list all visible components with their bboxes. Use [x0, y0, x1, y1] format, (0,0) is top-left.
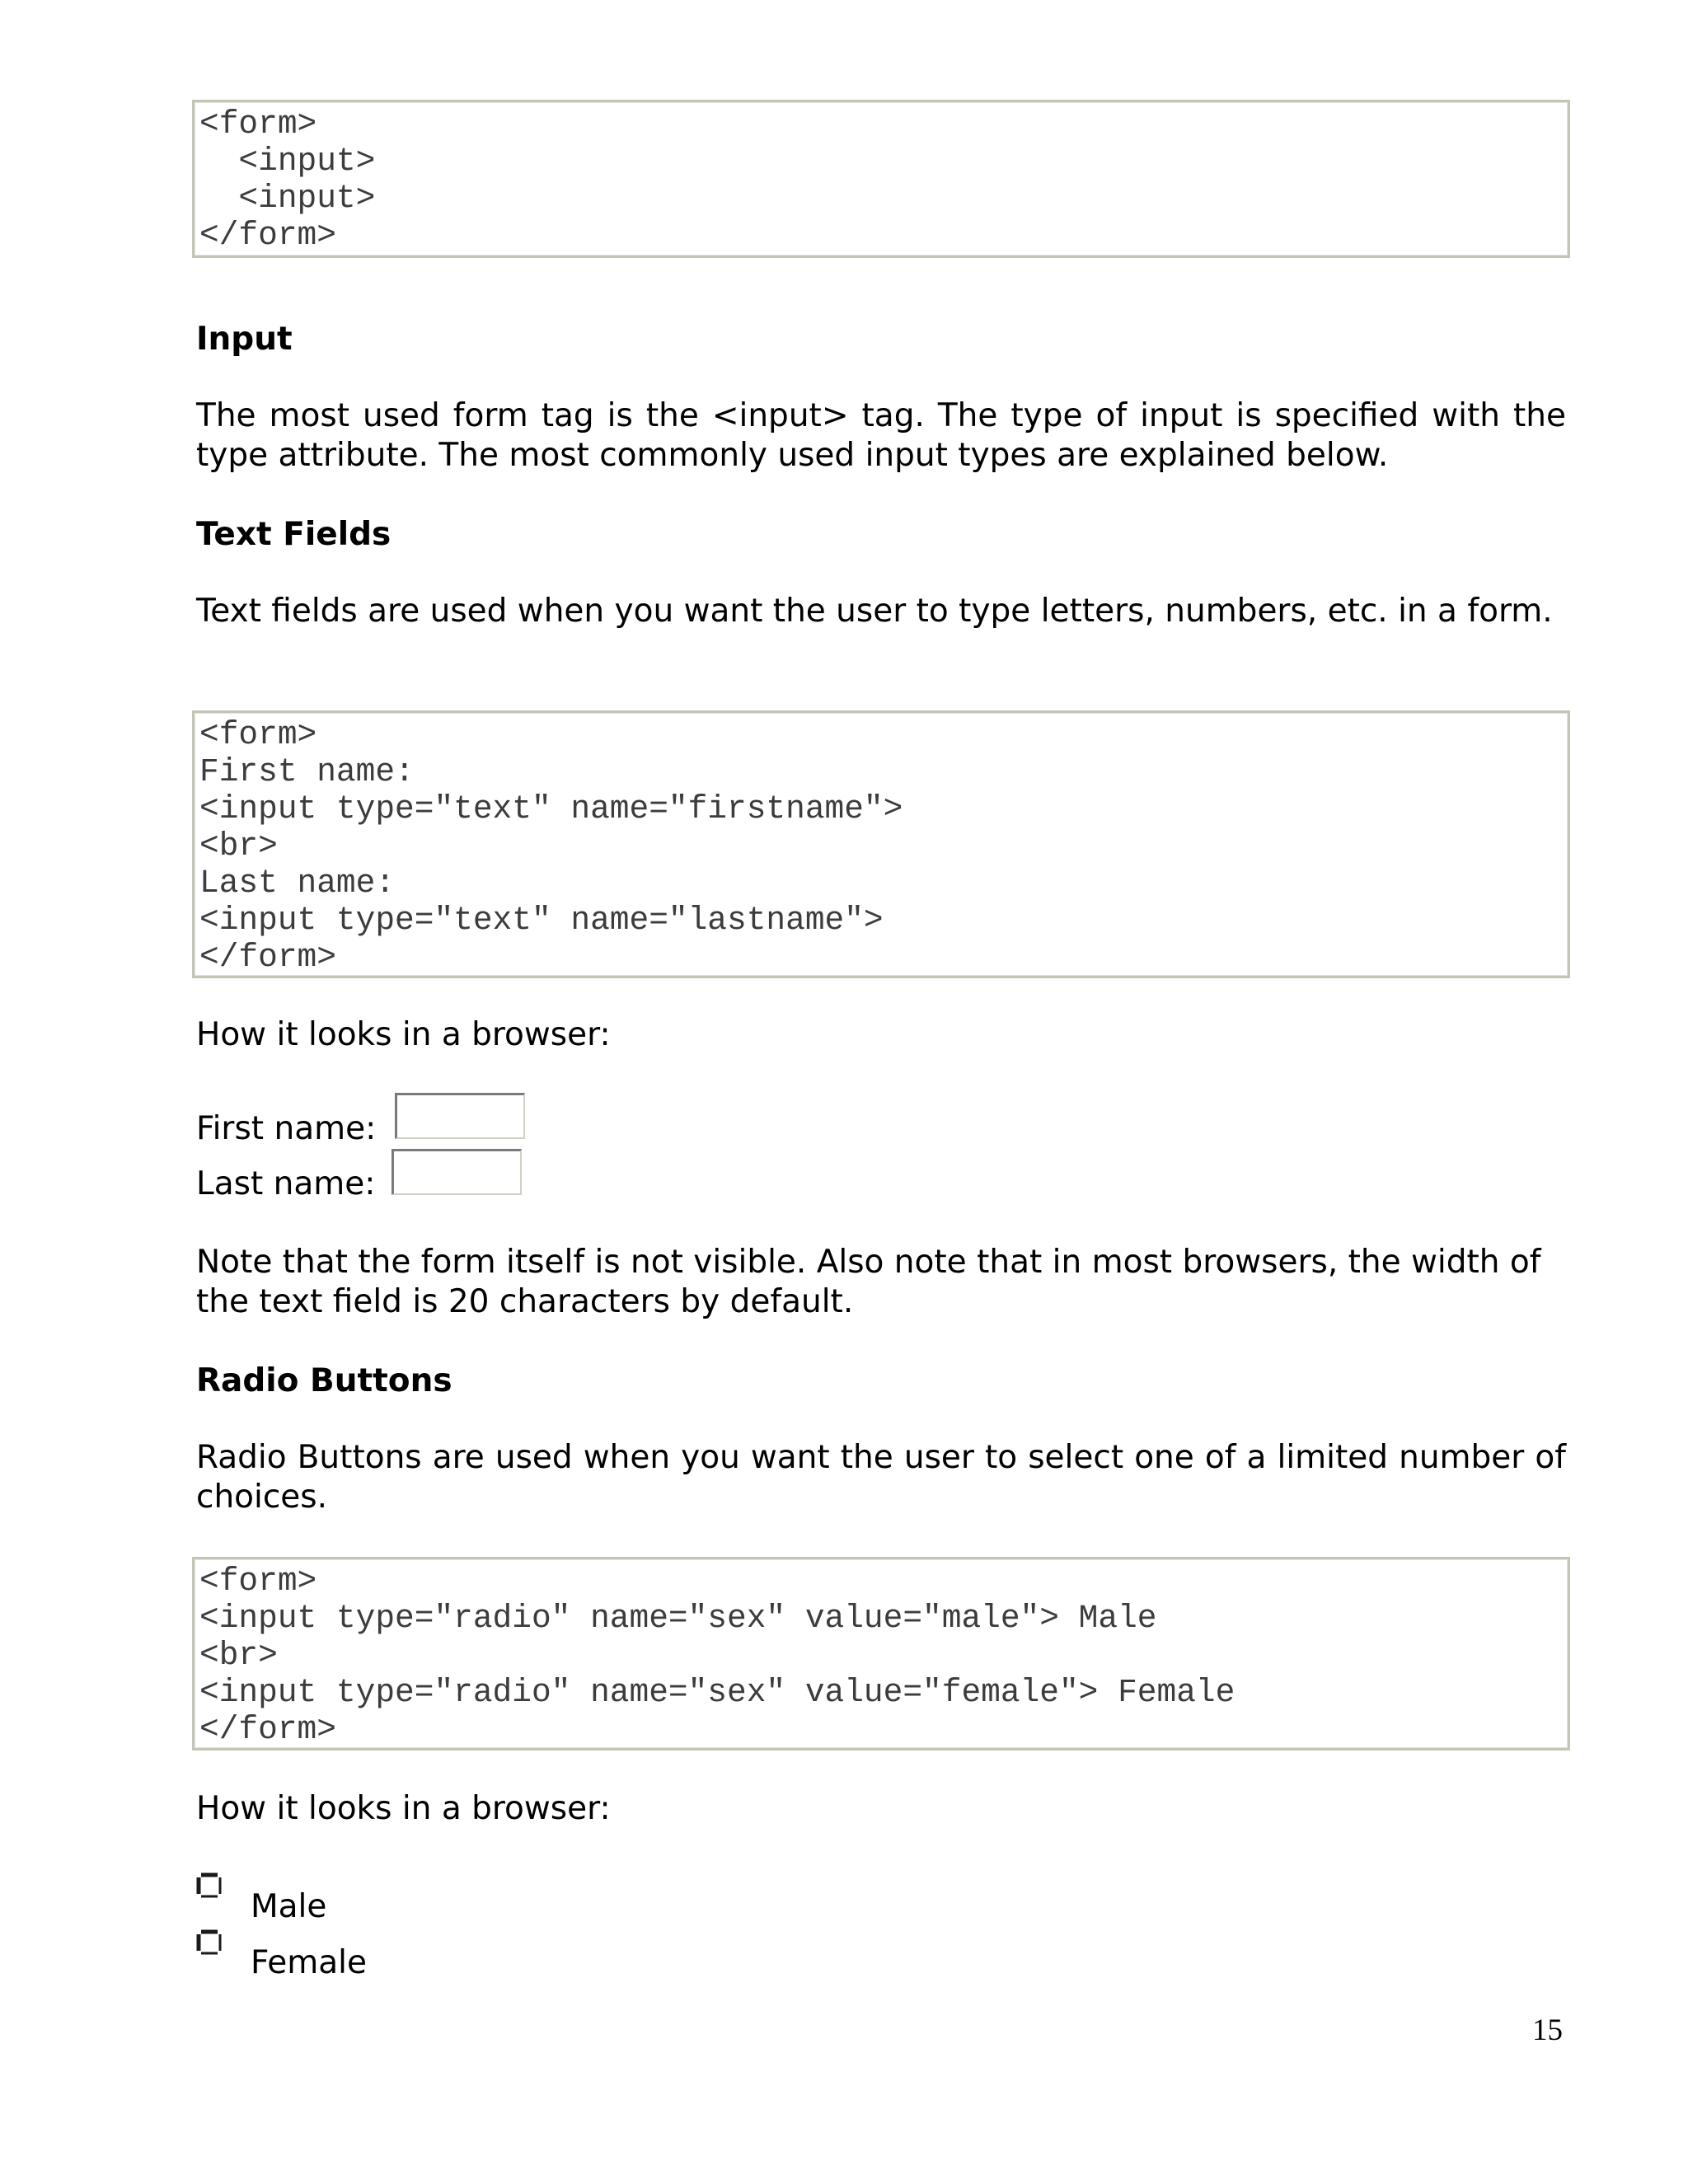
code-line: <input type="text" name="firstname">: [199, 790, 903, 827]
first-name-field[interactable]: [395, 1093, 525, 1139]
code-line: </form>: [199, 1711, 336, 1748]
heading-text-fields: Text Fields: [196, 516, 392, 553]
code-line: </form>: [199, 939, 336, 976]
code-line: <input type="radio" name="sex" value="male"> Male: [199, 1600, 1157, 1637]
last-name-field[interactable]: [392, 1149, 522, 1195]
radio-label-female: Female: [251, 1944, 368, 1981]
code-block-form-skeleton: [192, 100, 1570, 258]
paragraph-radio-buttons: Radio Buttons are used when you want the user to select one of a limited number of choices.: [196, 1439, 1566, 1516]
code-line: First name:: [199, 753, 415, 790]
code-line: <br>: [199, 1637, 278, 1674]
code-line: </form>: [199, 217, 336, 254]
heading-input: Input: [196, 321, 293, 358]
radio-label-male: Male: [251, 1888, 327, 1925]
code-line: <input>: [199, 143, 376, 180]
heading-radio-buttons: Radio Buttons: [196, 1362, 452, 1399]
code-line: <form>: [199, 716, 317, 753]
code-block-radio-buttons: [192, 1557, 1570, 1750]
paragraph-text-fields: Text fields are used when you want the user to type letters, numbers, etc. in a form.: [196, 593, 1553, 630]
code-line: Last name:: [199, 865, 396, 902]
code-line: <input type="text" name="lastname">: [199, 902, 884, 939]
browser-caption-radio: How it looks in a browser:: [196, 1790, 611, 1827]
first-name-label: First name:: [196, 1110, 377, 1147]
code-line: <input type="radio" name="sex" value="female"> Female: [199, 1674, 1236, 1711]
code-line: <br>: [199, 827, 278, 865]
radio-button-male[interactable]: [196, 1872, 223, 1899]
radio-button-female[interactable]: [196, 1929, 223, 1956]
paragraph-input-intro: The most used form tag is the <input> tag. The type of input is specified with the type attribute. The most commonly used input types are explained below.: [196, 397, 1566, 474]
code-line: <form>: [199, 105, 317, 143]
code-line: <form>: [199, 1563, 317, 1600]
code-line: <input>: [199, 180, 376, 217]
last-name-label: Last name:: [196, 1165, 376, 1202]
code-block-text-fields: [192, 710, 1570, 978]
browser-caption-text-fields: How it looks in a browser:: [196, 1016, 611, 1053]
paragraph-text-field-note: Note that the form itself is not visible. Also note that in most browsers, the width of the text field is 20 characters by default.: [196, 1244, 1541, 1320]
page-number: 15: [1532, 2013, 1563, 2047]
